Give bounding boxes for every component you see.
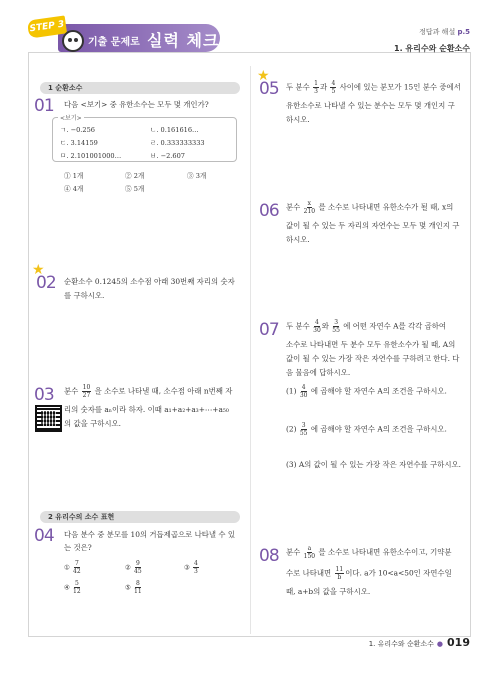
star-icon: ★ [32, 262, 45, 278]
question-text-05-line3: 하시오. [286, 115, 310, 124]
question-text-07-line2: 소수로 나타내면 두 분수 모두 유한소수가 될 때, A의 [286, 340, 456, 349]
footer-section: 1. 유리수와 순환소수 [368, 640, 434, 648]
question-number-01: 01 [34, 96, 54, 116]
section-bar-1: 1 순환소수 [40, 82, 240, 94]
sub-question-2: (2) $\frac{3}{55}$ 에 곱해야 할 자연수 A의 조건을 구하시오. [286, 422, 447, 437]
fraction: $\frac{10}{27}$ [82, 384, 91, 399]
example-item: ㄴ. 0.161616… [150, 126, 199, 134]
example-item: ㅁ. 2.101001000… [60, 152, 122, 160]
section-bar-2: 2 유리수의 소수 표현 [40, 511, 240, 523]
example-item: ㄷ. 3.14159 [60, 139, 98, 147]
question-text-07-line3: 값이 될 수 있는 가장 작은 자연수를 구하려고 한다. 다 [286, 354, 460, 363]
step-badge: STEP 3 [27, 15, 67, 38]
example-item: ㅂ. −2.607 [150, 152, 185, 160]
question-text-08-line1: 분수 $\frac{a}{150}$ 를 소수로 나타내면 유한소수이고, 기약분 [286, 545, 452, 560]
answer-choice[interactable]: ③ 3개 [187, 172, 207, 180]
answer-choice[interactable]: ⑤ $\frac{8}{11}$ [125, 580, 142, 595]
footer-dot-icon: ● [436, 640, 444, 648]
question-text-02-line2: 를 구하시오. [64, 291, 105, 300]
question-number-07: 07 [259, 320, 279, 340]
question-text-04-line2: 는 것은? [64, 543, 92, 552]
sub-question-1: (1) $\frac{4}{30}$ 에 곱해야 할 자연수 A의 조건을 구하시오. [286, 384, 447, 399]
example-item: ㄹ. 0.333333333 [150, 139, 205, 147]
question-text-06-line2: 값이 될 수 있는 두 자리의 자연수는 모두 몇 개인지 구 [286, 221, 460, 230]
page-footer [369, 636, 470, 649]
question-number-03: 03 [34, 385, 54, 405]
question-text-08-line3: 때, a+b의 값을 구하시오. [286, 587, 371, 596]
question-number-04: 04 [34, 526, 54, 546]
answer-choice[interactable]: ④ 4개 [64, 185, 84, 193]
question-text-04-line1: 다음 분수 중 분모를 10의 거듭제곱으로 나타낼 수 있 [64, 530, 235, 539]
question-number-06: 06 [259, 201, 279, 221]
question-text-03-line2: 리의 숫자를 aₙ이라 하자. 이때 a₁+a₂+a₃+⋯+a₅₀ [64, 405, 229, 414]
question-text-05-line1: 두 분수 $\frac{1}{3}$ 과 $\frac{4}{5}$ 사이에 있는 분모가 15인 분수 중에서 [286, 80, 461, 95]
answer-reference [419, 27, 470, 37]
question-text-01: 다음 <보기> 중 유한소수는 모두 몇 개인가? [64, 100, 209, 109]
question-number-05: 05 [259, 79, 279, 99]
sub-question-3: (3) A의 값이 될 수 있는 가장 작은 자연수를 구하시오. [286, 460, 461, 469]
answer-choice[interactable]: ① 1개 [64, 172, 84, 180]
question-text-05-line2: 유한소수로 나타낼 수 있는 분수는 모두 몇 개인지 구 [286, 101, 455, 110]
question-number-02: 02 [36, 273, 56, 293]
question-text-02-line1: 순환소수 0.1245의 소수점 아래 30번째 자리의 숫자 [64, 277, 235, 286]
answer-ref-label: 정답과 해설 [419, 28, 456, 36]
page-number: 019 [447, 636, 470, 649]
answer-choice[interactable]: ⑤ 5개 [125, 185, 145, 193]
answer-choice[interactable]: ① $\frac{7}{42}$ [64, 560, 81, 575]
question-text-03-line3: 의 값을 구하시오. [64, 419, 122, 428]
question-text-06-line1: 분수 $\frac{x}{210}$ 를 소수로 나타내면 유한소수가 될 때, x의 [286, 200, 454, 215]
answer-choice[interactable]: ② 2개 [125, 172, 145, 180]
answer-choice[interactable]: ② $\frac{9}{45}$ [125, 560, 142, 575]
header-subtitle: 기출 문제로 [88, 37, 140, 48]
question-number-08: 08 [259, 546, 279, 566]
chapter-heading: 1. 유리수와 순환소수 [394, 44, 470, 53]
star-icon: ★ [257, 68, 270, 84]
question-text-08-line2: 수로 나타내면 $\frac{11}{b}$ 이다. a가 10<a<50인 자연수일 [286, 566, 452, 581]
page-title: 실력 체크 [147, 31, 220, 50]
column-divider [250, 66, 251, 634]
answer-choice[interactable]: ③ $\frac{4}{3}$ [184, 560, 198, 575]
example-box-title: <보기> [60, 115, 82, 122]
example-item: ㄱ. −0.256 [60, 126, 95, 134]
question-text-03-line1: 분수 $\frac{10}{27}$ 을 소수로 나타낼 때, 소수점 아래 n번째 자 [64, 384, 233, 399]
question-text-07-line1: 두 분수 $\frac{4}{30}$ 와 $\frac{3}{55}$ 에 어떤 자연수 A를 각각 곱하여 [286, 319, 447, 334]
mascot-icon [62, 30, 84, 52]
question-text-07-line4: 음 물음에 답하시오. [286, 368, 351, 377]
answer-choice[interactable]: ④ $\frac{5}{12}$ [64, 580, 81, 595]
qr-code-icon[interactable] [35, 405, 62, 432]
answer-page-link[interactable]: p.5 [457, 28, 470, 36]
question-text-06-line3: 하시오. [286, 235, 310, 244]
